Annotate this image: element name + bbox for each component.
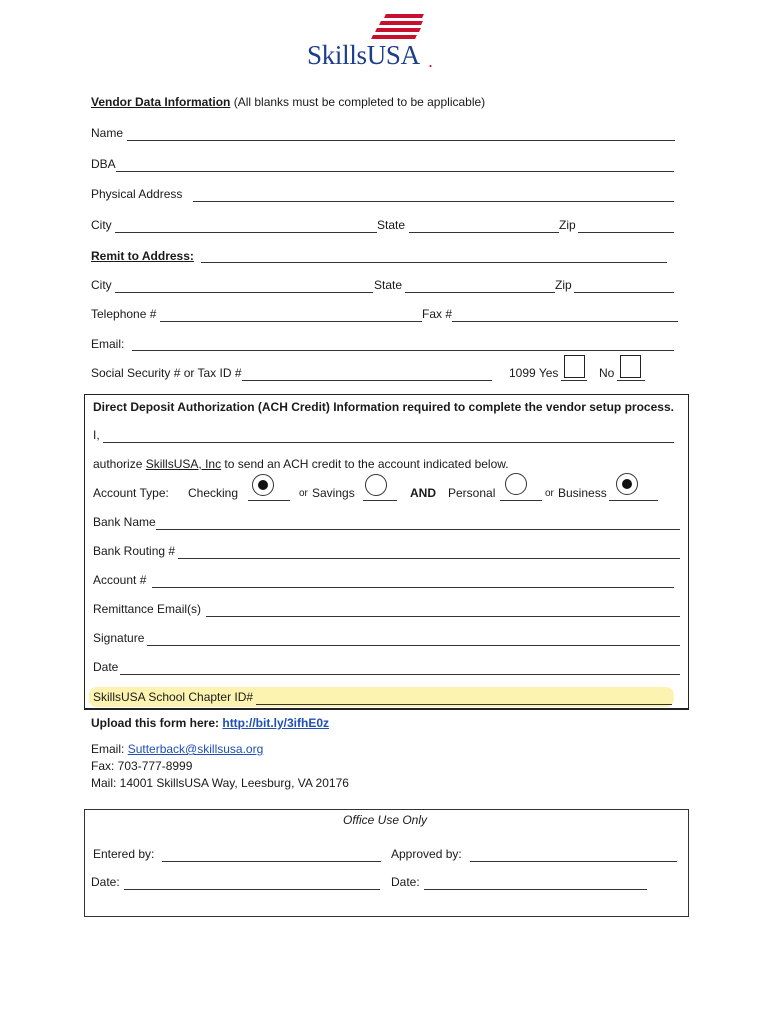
zip2-field[interactable] xyxy=(574,292,674,293)
state2-field[interactable] xyxy=(405,292,555,293)
contact-email-line xyxy=(91,742,263,756)
form1099-no-checkbox[interactable] xyxy=(620,355,641,378)
office-use-title: Office Use Only xyxy=(343,813,428,827)
contact-fax: Fax: 703-777-8999 xyxy=(91,759,193,773)
date-field[interactable] xyxy=(120,674,680,675)
dba-label: DBA xyxy=(91,157,116,171)
signature-field[interactable] xyxy=(147,645,680,646)
remit-address-label: Remit to Address: xyxy=(91,249,194,263)
physical-address-field[interactable] xyxy=(193,201,674,202)
savings-radio[interactable] xyxy=(365,474,387,496)
zip2-label: Zip xyxy=(555,278,572,292)
remittance-email-label: Remittance Email(s) xyxy=(93,602,202,616)
fax-label: Fax # xyxy=(422,307,453,321)
bank-routing-field[interactable] xyxy=(178,558,680,559)
office-date-field-2[interactable] xyxy=(424,889,647,890)
bank-name-label: Bank Name xyxy=(93,515,156,529)
chapter-id-label: SkillsUSA School Chapter ID# xyxy=(93,690,254,704)
office-date-label-2: Date: xyxy=(391,875,420,889)
form1099-no-label: No xyxy=(599,366,615,380)
upload-label: Upload this form here: xyxy=(91,716,220,730)
logo-wordmark: SkillsUSA xyxy=(307,40,420,70)
vendor-heading-title: Vendor Data Information xyxy=(91,95,231,109)
contact-email-label: Email: xyxy=(91,742,125,756)
vendor-heading-note: (All blanks must be completed to be applicable) xyxy=(233,95,486,109)
approved-by-field[interactable] xyxy=(470,861,677,862)
remittance-email-field[interactable] xyxy=(206,616,680,617)
account-number-label: Account # xyxy=(93,573,147,587)
office-date-field-1[interactable] xyxy=(124,889,380,890)
physical-address-label: Physical Address xyxy=(91,187,183,201)
city2-label: City xyxy=(91,278,112,292)
dba-field[interactable] xyxy=(116,171,674,172)
personal-label: Personal xyxy=(448,486,496,500)
authorize-statement xyxy=(93,457,509,471)
form1099-yes-label: 1099 Yes xyxy=(509,366,559,380)
or-label-2: or xyxy=(545,488,554,499)
ach-name-field[interactable] xyxy=(103,442,674,443)
zip-field[interactable] xyxy=(578,232,674,233)
approved-by-label: Approved by: xyxy=(391,847,462,861)
authorize-prefix: authorize xyxy=(93,457,143,471)
chapter-id-field[interactable] xyxy=(256,704,672,705)
contact-email-link[interactable]: Sutterback@skillsusa.org xyxy=(127,742,264,756)
account-number-field[interactable] xyxy=(152,587,674,588)
authorize-company: SkillsUSA, Inc xyxy=(145,457,222,471)
bank-routing-label: Bank Routing # xyxy=(93,544,176,558)
ach-i-label: I, xyxy=(93,428,100,442)
contact-mail: Mail: 14001 SkillsUSA Way, Leesburg, VA 20176 xyxy=(91,776,349,790)
personal-underline xyxy=(500,500,542,501)
office-date-label-1: Date: xyxy=(91,875,120,889)
checking-radio[interactable] xyxy=(252,474,274,496)
tax-id-field[interactable] xyxy=(242,380,492,381)
business-radio[interactable] xyxy=(616,473,638,495)
date-label: Date xyxy=(93,660,119,674)
tax-id-label: Social Security # or Tax ID # xyxy=(91,366,242,380)
savings-label: Savings xyxy=(312,486,355,500)
logo-dot: . xyxy=(428,51,434,71)
bank-name-field[interactable] xyxy=(156,529,680,530)
upload-link[interactable]: http://bit.ly/3ifhE0z xyxy=(222,716,330,730)
savings-underline xyxy=(363,500,397,501)
and-label: AND xyxy=(410,486,436,500)
business-underline xyxy=(609,500,658,501)
business-label: Business xyxy=(558,486,607,500)
telephone-field[interactable] xyxy=(160,321,422,322)
name-label: Name xyxy=(91,126,124,140)
personal-radio[interactable] xyxy=(505,473,527,495)
fax-field[interactable] xyxy=(452,321,678,322)
vendor-heading xyxy=(91,95,485,109)
upload-line xyxy=(91,716,329,730)
city-field[interactable] xyxy=(115,232,377,233)
name-field[interactable] xyxy=(127,140,675,141)
telephone-label: Telephone # xyxy=(91,307,157,321)
remit-address-field[interactable] xyxy=(201,262,667,263)
authorize-suffix: to send an ACH credit to the account indicated below. xyxy=(224,457,509,471)
or-label-1: or xyxy=(299,488,308,499)
form1099-no-underline xyxy=(617,380,645,381)
checking-label: Checking xyxy=(188,486,239,500)
city2-field[interactable] xyxy=(115,292,373,293)
state-label: State xyxy=(377,218,406,232)
state2-label: State xyxy=(374,278,403,292)
account-type-label: Account Type: xyxy=(93,486,169,500)
form1099-yes-underline xyxy=(561,380,587,381)
ach-heading: Direct Deposit Authorization (ACH Credit) Information required to complete the vendor setup process. xyxy=(93,400,674,414)
email-field[interactable] xyxy=(132,350,674,351)
entered-by-label: Entered by: xyxy=(93,847,155,861)
checking-underline xyxy=(248,500,290,501)
email-label: Email: xyxy=(91,337,125,351)
city-label: City xyxy=(91,218,112,232)
form1099-yes-checkbox[interactable] xyxy=(564,355,585,378)
zip-label: Zip xyxy=(559,218,576,232)
state-field[interactable] xyxy=(409,232,559,233)
entered-by-field[interactable] xyxy=(162,861,381,862)
signature-label: Signature xyxy=(93,631,145,645)
